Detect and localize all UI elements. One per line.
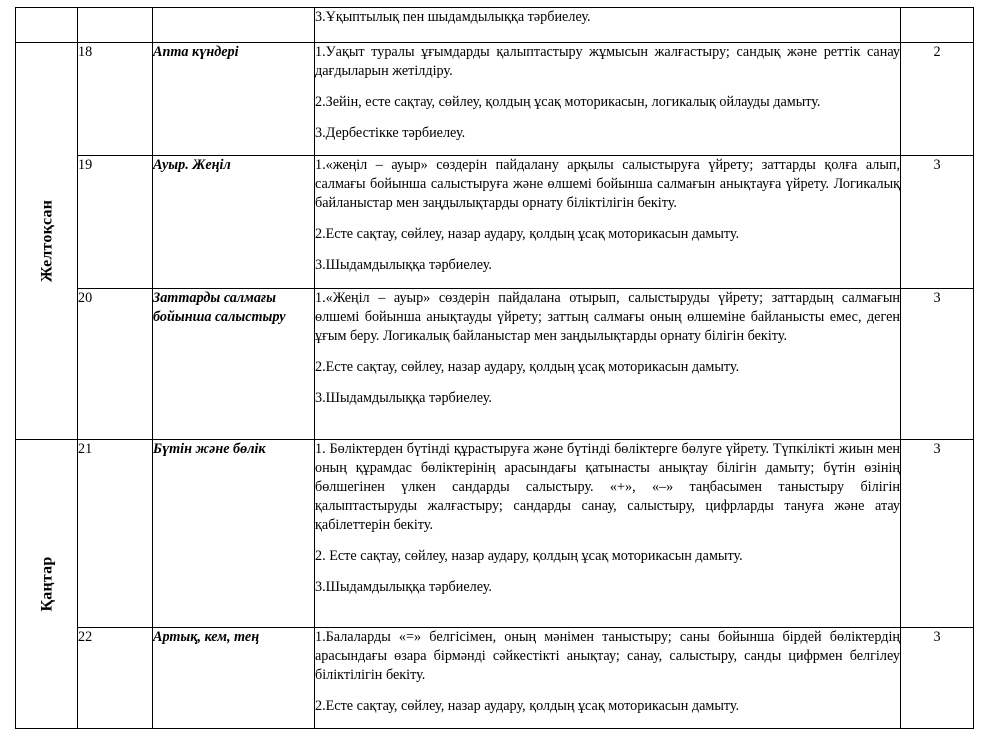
lesson-objectives: [315, 440, 901, 628]
lesson-topic: Апта күндері: [153, 43, 315, 156]
lesson-objectives: [315, 43, 901, 156]
lesson-hours: 3: [901, 156, 974, 289]
objective-text: 1. Бөліктерден бүтінді құрастыруға және бүтінді бөліктерге бөлуге үйрету. Түпкілікті жиын мен оның құрамдас бөліктерінің арасындағы қатынасты анықтау білігін дамыту; бүтін өзінің бөлшегінен үлкен сандарды салыстыру. «+», «–» таңбасымен таныстыру білігін қалыптастыруды жалғастыру; сандарды санау, салыстыру, цифрларды тануға және атау қабілеттерін бекіту.: [315, 441, 900, 533]
month-cell-january: [16, 440, 78, 729]
objective-text: 2.Есте сақтау, сөйлеу, назар аудару, қолдың ұсақ моторикасын дамыту.: [315, 359, 740, 375]
lesson-topic: Артық, кем, тең: [153, 628, 315, 729]
objective-text: 3.Шыдамдылыққа тәрбиелеу.: [315, 390, 492, 406]
objective-text: 3.Шыдамдылыққа тәрбиелеу.: [315, 257, 492, 273]
lesson-objectives: [315, 156, 901, 289]
objective-text: 1.Балаларды «=» белгісімен, оның мәнімен таныстыру; саны бойынша бірдей бөліктердің арасындағы өзара бірмәнді сәйкестікті анықтау; санау, салыстыру, санды цифрмен белгілеу біліктілігін бекіту.: [315, 629, 900, 683]
month-label: Желтоқсан: [38, 199, 55, 283]
objective-text: 2. Есте сақтау, сөйлеу, назар аудару, қолдың ұсақ моторикасын дамыту.: [315, 548, 743, 564]
lesson-topic: Заттарды салмағы бойынша салыстыру: [153, 289, 315, 440]
objective-text: 1.«жеңіл – ауыр» сөздерін пайдалану арқылы салыстыруға үйрету; заттарды қолға алып, салмағы бойынша салыстыруға және өлшемі бойынша салмағын анықтауға үйрету. Логикалық байланыстар мен заңдылықтарды орнату біліктілігін бекіту.: [315, 157, 900, 211]
lesson-objectives: [315, 289, 901, 440]
objective-text: 2.Есте сақтау, сөйлеу, назар аудару, қолдың ұсақ моторикасын дамыту.: [315, 226, 740, 242]
objective-text: 3.Шыдамдылыққа тәрбиелеу.: [315, 579, 492, 595]
objective-text: 1.«Жеңіл – ауыр» сөздерін пайдалана отырып, салыстыруды үйрету; заттардың салмағын өлшемі бойынша анықтауды үйрету; заттың салмағы оның өлшеміне байланысты емес, деген ұғым беру. Логикалық байланыстар мен заңдылықтарды орнату білігін бекіту.: [315, 290, 900, 344]
lesson-hours: 3: [901, 289, 974, 440]
month-cell-december: [16, 43, 78, 440]
table-row: [16, 43, 974, 156]
month-label: Қаңтар: [38, 556, 55, 612]
lesson-hours: 3: [901, 440, 974, 628]
table-row: [16, 8, 974, 43]
lesson-number: 19: [78, 156, 153, 289]
objective-text: 1.Уақыт туралы ұғымдарды қалыптастыру жұмысын жалғастыру; сандық және реттік санау дағдыларын жетілдіру.: [315, 44, 900, 79]
lesson-hours: 3: [901, 628, 974, 729]
table-row: [16, 156, 974, 289]
lesson-number: 20: [78, 289, 153, 440]
lesson-number: [78, 8, 153, 43]
lesson-hours: [901, 8, 974, 43]
objective-text: 3.Ұқыптылық пен шыдамдылыққа тәрбиелеу.: [315, 9, 591, 25]
month-cell-previous: [16, 8, 78, 43]
lesson-number: 21: [78, 440, 153, 628]
lesson-topic: Бүтін және бөлік: [153, 440, 315, 628]
lesson-plan-table: [15, 7, 974, 729]
objective-text: 3.Дербестікке тәрбиелеу.: [315, 125, 466, 141]
lesson-objectives: [315, 628, 901, 729]
objective-text: 2.Есте сақтау, сөйлеу, назар аудару, қолдың ұсақ моторикасын дамыту.: [315, 698, 740, 714]
objective-text: 2.Зейін, есте сақтау, сөйлеу, қолдың ұсақ моторикасын, логикалық ойлауды дамыту.: [315, 94, 821, 110]
lesson-objectives: [315, 8, 901, 43]
lesson-number: 18: [78, 43, 153, 156]
table-row: [16, 628, 974, 729]
lesson-hours: 2: [901, 43, 974, 156]
table-row: [16, 289, 974, 440]
table-row: [16, 440, 974, 628]
lesson-topic: [153, 8, 315, 43]
lesson-number: 22: [78, 628, 153, 729]
lesson-topic: Ауыр. Жеңіл: [153, 156, 315, 289]
